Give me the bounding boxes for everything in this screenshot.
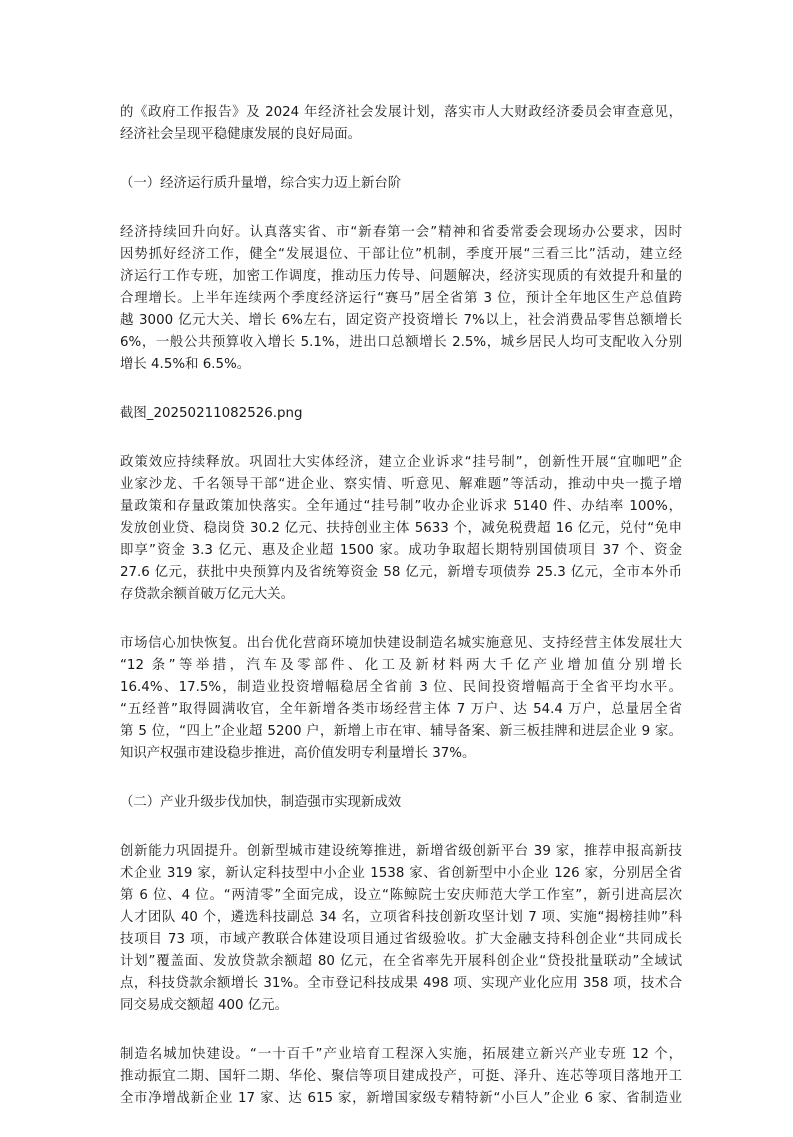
text-line: 6%，一般公共预算收入增长 5.1%，进出口总额增长 2.5%，城乡居民人均可支配收入分别 xyxy=(120,335,682,350)
text-line: 人才团队 40 个，遴选科技副总 34 名，立项省科技创新攻坚计划 7 项、实施“揭榜挂帅”科 xyxy=(120,910,682,925)
text-line: 政策效应持续释放。巩固壮大实体经济，建立企业诉求“挂号制”，创新性开展“宜咖吧”企 xyxy=(120,455,682,470)
text-line: “12 条”等举措，汽车及零部件、化工及新材料两大千亿产业增加值分别增长 xyxy=(120,658,682,673)
image-filename-caption xyxy=(120,403,682,425)
section-heading xyxy=(120,173,682,195)
text-line: 计划”覆盖面、发放贷款余额超 80 亿元，在全省率先开展科创企业“贷投批量联动”全域试 xyxy=(120,954,682,969)
text-line: 推动振宜二期、国轩二期、华伦、聚信等项目建成投产，可挺、泽升、连芯等项目落地开工 xyxy=(120,1069,682,1084)
paragraph xyxy=(120,841,682,1017)
paragraph xyxy=(120,452,682,606)
text-line: 点，科技贷款余额增长 31%。全市登记科技成果 498 项、实现产业化应用 358 项，技术合 xyxy=(120,976,682,991)
text-line: 同交易成交额超 400 亿元。 xyxy=(120,998,288,1013)
text-line: （二）产业升级步伐加快，制造强市实现新成效 xyxy=(120,795,402,810)
text-line: 发放创业贷、稳岗贷 30.2 亿元、扶持创业主体 5633 个，减免税费超 16 亿元，兑付“免申 xyxy=(120,521,682,536)
text-line: 济运行工作专班，加密工作调度，推动压力传导、问题解决，经济实现质的有效提升和量的 xyxy=(120,269,682,284)
text-line: 27.6 亿元，获批中央预算内及省统筹资金 58 亿元，新增专项债券 25.3 亿元，全市本外币 xyxy=(120,565,682,580)
text-line: 创新能力巩固提升。创新型城市建设统筹推进，新增省级创新平台 39 家，推荐申报高新技 xyxy=(120,844,682,859)
text-line: 市场信心加快恢复。出台优化营商环境加快建设制造名城实施意见、支持经营主体发展壮大 xyxy=(120,636,682,651)
text-line: 技项目 73 项，市域产教联合体建设项目通过省级验收。扩大金融支持科创企业“共同成长 xyxy=(120,932,682,947)
text-line: 存贷款余额首破万亿元大关。 xyxy=(120,587,295,602)
text-line: “五经普”取得圆满收官，全年新增各类市场经营主体 7 万户、达 54.4 万户，总量居全省 xyxy=(120,702,682,717)
section-heading xyxy=(120,792,682,814)
document-body xyxy=(120,102,682,1137)
text-line: 合理增长。上半年连续两个季度经济运行“赛马”居全省第 3 位，预计全年地区生产总值跨 xyxy=(120,291,682,306)
text-line: 经济持续回升向好。认真落实省、市“新春第一会”精神和省委常委会现场办公要求，因时 xyxy=(120,225,682,240)
text-line: 制造名城加快建设。“一十百千”产业培育工程深入实施，拓展建立新兴产业专班 12 个， xyxy=(120,1047,682,1062)
text-line: 因势抓好经济工作，健全“发展退位、干部让位”机制，季度开展“三看三比”活动，建立经 xyxy=(120,247,682,262)
paragraph xyxy=(120,222,682,376)
text-line: 越 3000 亿元大关、增长 6%左右，固定资产投资增长 7%以上，社会消费品零售总额增长 xyxy=(120,313,682,328)
text-line: 增长 4.5%和 6.5%。 xyxy=(120,357,251,372)
text-line: 量政策和存量政策加快落实。全年通过“挂号制”收办企业诉求 5140 件、办结率 100%， xyxy=(120,499,682,514)
text-line: 第 6 位、4 位。“两清零”全面完成，设立“陈鲸院士安庆师范大学工作室”，新引进高层次 xyxy=(120,888,682,903)
text-line: 知识产权强市建设稳步推进，高价值发明专利量增长 37%。 xyxy=(120,746,476,761)
text-line: 业家沙龙、千名领导干部“进企业、察实情、听意见、解难题”等活动，推动中央一揽子增 xyxy=(120,477,682,492)
text-line: （一）经济运行质升量增，综合实力迈上新台阶 xyxy=(120,176,402,191)
text-line: 即享”资金 3.3 亿元、惠及企业超 1500 家。成功争取超长期特别国债项目 37 个、资金 xyxy=(120,543,682,558)
text-line: 16.4%、17.5%，制造业投资增幅稳居全省前 3 位、民间投资增幅高于全省平均水平。 xyxy=(120,680,682,695)
paragraph xyxy=(120,1044,682,1110)
text-line: 术企业 319 家，新认定科技型中小企业 1538 家、省创新型中小企业 126 家，分别居全省 xyxy=(120,866,682,881)
text-line: 全市净增战新企业 17 家、达 615 家，新增国家级专精特新“小巨人”企业 6 家、省制造业 xyxy=(120,1091,682,1106)
text-line: 的《政府工作报告》及 2024 年经济社会发展计划，落实市人大财政经济委员会审查意见， xyxy=(120,105,682,120)
paragraph xyxy=(120,633,682,765)
text-line: 第 5 位，“四上”企业超 5200 户，新增上市在审、辅导备案、新三板挂牌和进层企业 9 家。 xyxy=(120,724,682,739)
text-line: 截图_20250211082526.png xyxy=(120,406,303,421)
text-line: 经济社会呈现平稳健康发展的良好局面。 xyxy=(120,127,362,142)
paragraph xyxy=(120,102,682,146)
